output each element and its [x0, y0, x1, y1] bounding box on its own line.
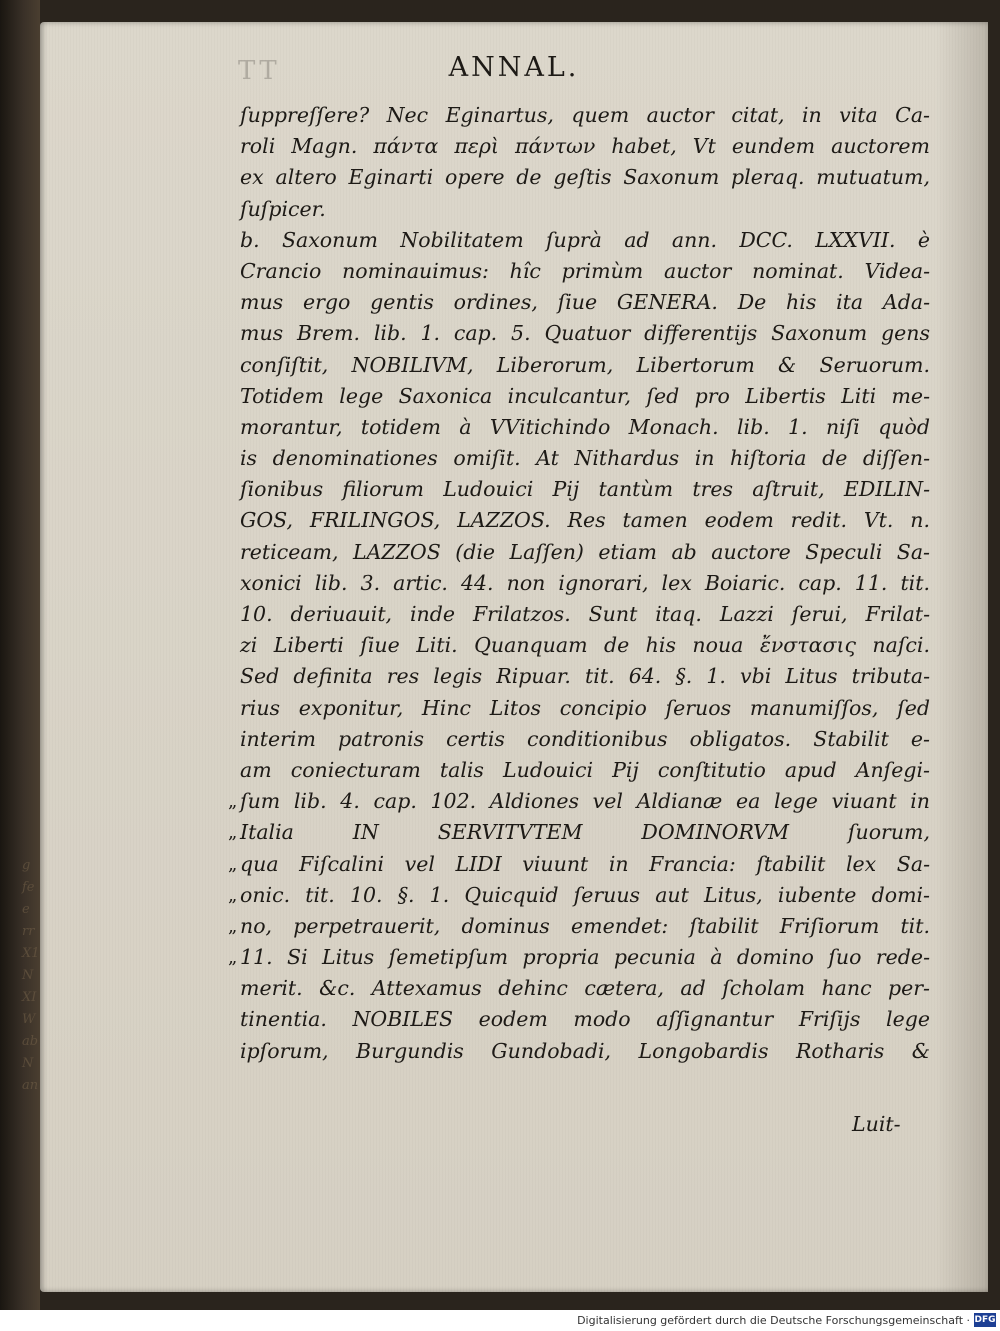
text-line-content: is denominationes omiſit. At Nithardus in hiſtoria de diſſen- [240, 446, 930, 471]
text-line [240, 162, 930, 193]
text-line [240, 1036, 930, 1067]
text-line [240, 225, 930, 256]
footer-funding-note: Digitalisierung gefördert durch die Deutsche Forschungsgemeinschaft · [577, 1314, 970, 1327]
text-line [228, 880, 930, 911]
text-line [240, 100, 930, 131]
text-line [240, 350, 930, 381]
text-line [240, 318, 930, 349]
text-line-content: b. Saxonum Nobilitatem ſuprà ad ann. DCC. LXXVII. è [240, 227, 930, 252]
text-line [240, 973, 930, 1004]
text-line [228, 911, 930, 942]
text-line [240, 194, 930, 225]
text-line-content: reticeam, LAZZOS (die Laſſen) etiam ab auctore Speculi Sa- [240, 539, 930, 564]
text-line-content: interim patronis certis conditionibus obligatos. Stabilit e- [240, 726, 930, 751]
text-line-content: zi Liberti ſiue Liti. Quanquam de his noua ἔνστασις naſci. [240, 633, 930, 658]
text-line [240, 1004, 930, 1035]
text-line-content: Italia IN SERVITVTEM DOMINORVM ſuorum, [240, 820, 930, 845]
text-line [240, 755, 930, 786]
edge-mark: N [22, 1056, 34, 1071]
edge-mark: N [22, 968, 34, 983]
text-line-content: ipſorum, Burgundis Gundobadi, Longobardis Rotharis & [240, 1038, 930, 1063]
edge-mark: W [22, 1012, 36, 1027]
book-edge [0, 0, 40, 1310]
text-line [240, 256, 930, 287]
text-line-content: mus Brem. lib. 1. cap. 5. Quatuor differentijs Saxonum gens [240, 321, 930, 346]
body-text [228, 100, 930, 1067]
edge-mark: an [22, 1078, 39, 1093]
text-line [228, 942, 930, 973]
text-line-content: onic. tit. 10. §. 1. Quicquid ſeruus aut Litus, iubente domi- [240, 882, 930, 907]
text-line [228, 786, 930, 817]
text-line [240, 474, 930, 505]
text-line [240, 443, 930, 474]
text-line [228, 817, 930, 848]
text-line [228, 849, 930, 880]
text-line-content: mus ergo gentis ordines, ſiue GENERA. De his ita Ada- [240, 290, 930, 315]
edge-mark: ab [22, 1034, 39, 1049]
quotation-mark: „ [228, 915, 236, 937]
edge-mark: XI [22, 990, 37, 1005]
text-line [240, 630, 930, 661]
edge-mark: g [22, 858, 31, 873]
text-line [240, 537, 930, 568]
quotation-mark: „ [228, 822, 236, 844]
text-line-content: conſiſtit, NOBILIVM, Liberorum, Libertorum & Seruorum. [240, 352, 930, 377]
text-line [240, 287, 930, 318]
quotation-mark: „ [228, 791, 236, 813]
catchword: Luit- [852, 1112, 901, 1136]
text-line-content: tinentia. NOBILES eodem modo aſſignantur Friſijs lege [240, 1007, 930, 1032]
text-line-content: qua Fiſcalini vel LIDI viuunt in Francia: ſtabilit lex Sa- [240, 851, 930, 876]
edge-mark: X1 [22, 946, 40, 961]
header-bleed-through: ΤΤ [238, 56, 281, 86]
page-gutter-shadow [936, 22, 988, 1292]
text-line-content: ſum lib. 4. cap. 102. Aldiones vel Aldianæ ea lege viuant in [240, 789, 930, 814]
text-line-content: Sed definita res legis Ripuar. tit. 64. §. 1. vbi Litus tributa- [240, 664, 930, 689]
text-line [240, 131, 930, 162]
text-line [240, 505, 930, 536]
text-line-content: merit. &c. Attexamus dehinc cætera, ad ſcholam hanc per- [240, 976, 930, 1001]
edge-mark: fe [22, 880, 35, 895]
running-header: ANNAL. [448, 52, 580, 83]
text-line-content: Crancio nominauimus: hîc primùm auctor nominat. Videa- [240, 258, 930, 283]
text-line-content: ſuſpicer. [240, 196, 326, 221]
text-line-content: morantur, totidem à VVitichindo Monach. lib. 1. niſi quòd [240, 414, 930, 439]
dfg-logo: DFG [974, 1315, 996, 1325]
quotation-mark: „ [228, 884, 236, 906]
text-line [240, 693, 930, 724]
text-line [240, 381, 930, 412]
text-line-content: GOS, FRILINGOS, LAZZOS. Res tamen eodem redit. Vt. n. [240, 508, 930, 533]
text-line-content: roli Magn. πάντα περὶ πάντων habet, Vt eundem auctorem [240, 134, 930, 159]
text-line-content: rius exponitur, Hinc Litos concipio ſeruos manumiſſos, ſed [240, 695, 930, 720]
text-line [240, 599, 930, 630]
text-line-content: ex altero Eginarti opere de geſtis Saxonum pleraq. mutuatum, [240, 165, 930, 190]
quotation-mark: „ [228, 947, 236, 969]
text-line-content: 11. Si Litus ſemetipſum propria pecunia à domino ſuo rede- [240, 945, 930, 970]
edge-mark: e [22, 902, 30, 917]
footer-bar [0, 1310, 1000, 1331]
text-line-content: 10. deriuauit, inde Frilatzos. Sunt itaq. Lazzi ſerui, Frilat- [240, 602, 930, 626]
text-line-content: xonici lib. 3. artic. 44. non ignorari, lex Boiaric. cap. 11. tit. [240, 570, 930, 595]
text-line [240, 724, 930, 755]
text-line [240, 661, 930, 692]
quotation-mark: „ [228, 853, 236, 875]
text-line-content: no, perpetrauerit, dominus emendet: ſtabilit Friſiorum tit. [240, 913, 930, 938]
text-line [240, 412, 930, 443]
text-line-content: ſuppreſſere? Nec Eginartus, quem auctor citat, in vita Ca- [240, 103, 930, 127]
text-line-content: ſionibus filiorum Ludouici Pij tantùm tres aſtruit, EDILIN- [240, 477, 930, 502]
text-line-content: am coniecturam talis Ludouici Pij conſtitutio apud Anſegi- [240, 757, 930, 782]
text-line [240, 568, 930, 599]
text-line-content: Totidem lege Saxonica inculcantur, ſed pro Libertis Liti me- [240, 383, 930, 408]
edge-mark: rr [22, 924, 35, 939]
